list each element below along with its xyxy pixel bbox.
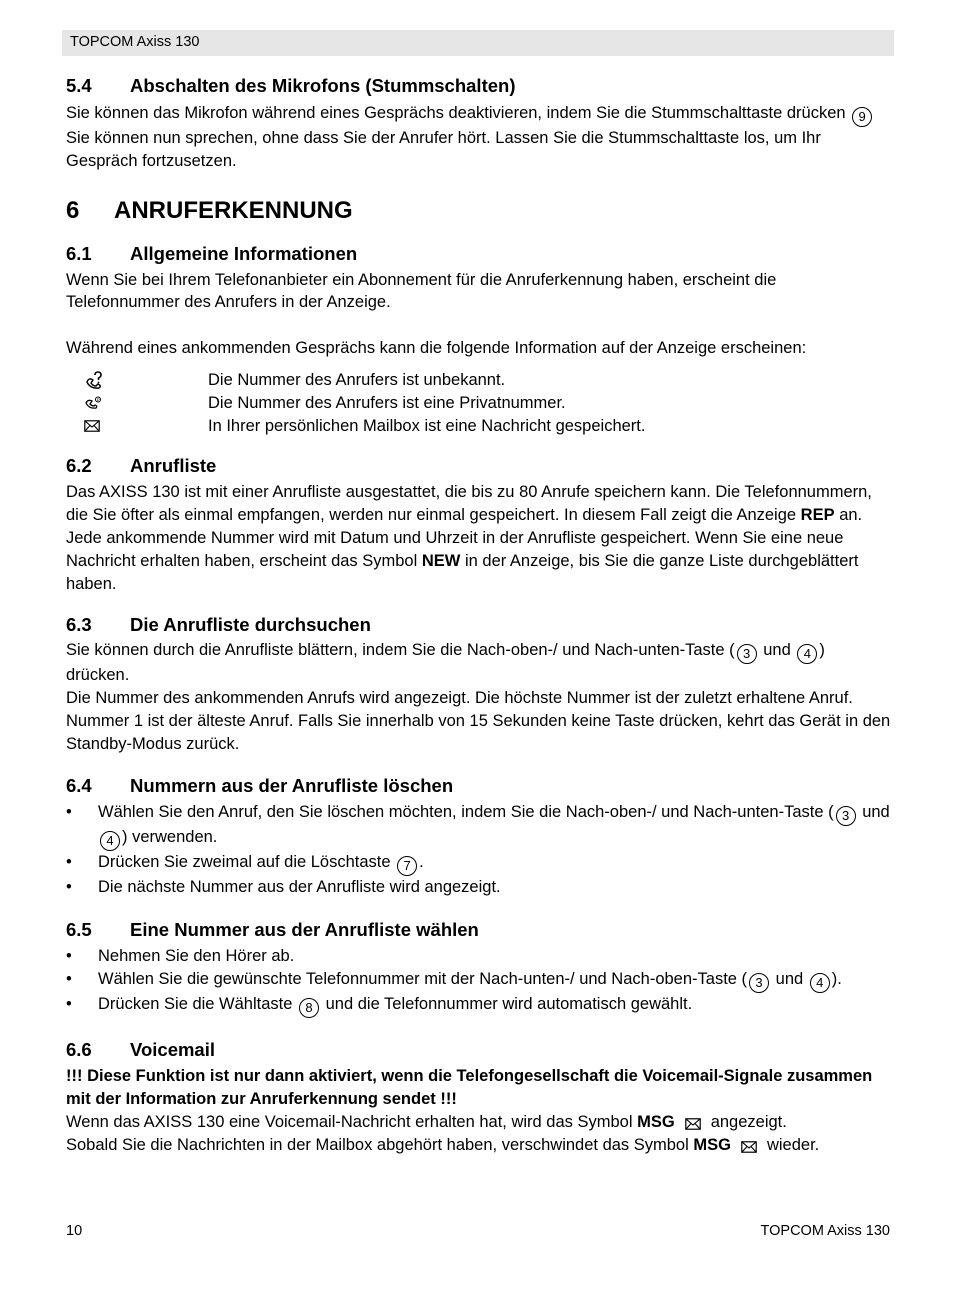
section-6-3-heading: 6.3 Die Anrufliste durchsuchen	[66, 614, 371, 636]
section-6-4-heading: 6.4 Nummern aus der Anrufliste löschen	[66, 774, 454, 796]
list-item: • Wählen Sie die gewünschte Telefonnummer mit der Nach-unten-/ und Nach-oben-Taste ( 3 und 4 ).	[66, 968, 892, 993]
section-5-4-heading: 5.4 Abschalten des Mikrofons (Stummschalten)	[66, 75, 516, 96]
section-6-1-heading: 6.1 Allgemeine Informationen	[66, 242, 358, 264]
key-icon-7: 7	[397, 856, 417, 876]
symbol-row	[66, 415, 892, 438]
mail-envelope-icon	[685, 1118, 701, 1130]
section-5-4-text: Sie können das Mikrofon während eines Gesprächs deaktivieren, indem Sie die Stummschalttaste drücken 9 Sie können nun sprechen, ohne dass Sie der Anrufer hört. Lassen Sie die Stummschalttaste los, um Ihr Gespräch fortzusetzen.	[66, 102, 892, 173]
key-icon-9: 9	[852, 107, 872, 127]
key-icon-3: 3	[737, 644, 757, 664]
key-icon-3: 3	[836, 806, 856, 826]
running-header	[62, 30, 894, 56]
section-6-2-text: Das AXISS 130 ist mit einer Anrufliste ausgestattet, die bis zu 80 Anrufe speichern kann. Die Telefonnummern, die Sie öfter als einmal empfangen, werden nur einmal gespeichert. In diesem Fall zeigt die Anzeige REP an. Jede ankommende Nummer wird mit Datum und Uhrzeit in der Anrufliste gespeichert. Wenn Sie eine neue Nachricht erhalten haben, erscheint das Symbol NEW in der Anzeige, bis Sie die ganze Liste durchgeblättert haben.	[66, 483, 872, 593]
section-6-4-list	[66, 801, 892, 899]
section-6-3-text-2: Die Nummer des ankommenden Anrufs wird angezeigt. Die höchste Nummer ist der zuletzt erhaltene Anruf. Nummer 1 ist der älteste Anruf. Falls Sie innerhalb von 15 Sekunden keine Taste drücken, kehrt das Gerät in den Standby-Modus zurück.	[66, 689, 891, 753]
list-item: • Wählen Sie den Anruf, den Sie löschen möchten, indem Sie die Nach-oben-/ und Nach-unten-Taste ( 3 und 4 ) verwenden.	[66, 801, 892, 851]
section-6-6-heading: 6.6 Voicemail	[66, 1039, 216, 1061]
symbol-list	[66, 369, 892, 437]
page-number: 10	[66, 1223, 83, 1239]
key-icon-3: 3	[749, 973, 769, 993]
voicemail-warning: !!! Diese Funktion ist nur dann aktiviert, wenn die Telefongesellschaft die Voicemail-Signale zusammen mit der Information zur Anruferkennung sendet !!!	[66, 1067, 873, 1108]
mail-envelope-icon	[84, 420, 100, 432]
section-6-5-heading: 6.5 Eine Nummer aus der Anrufliste wählen	[66, 919, 479, 941]
private-number-icon	[84, 396, 102, 410]
unknown-caller-icon	[84, 371, 104, 389]
symbol-desc: In Ihrer persönlichen Mailbox ist eine Nachricht gespeichert.	[208, 416, 646, 435]
chapter-6-heading: 6 ANRUFERKENNUNG	[66, 196, 353, 224]
mail-envelope-icon	[741, 1141, 757, 1153]
key-icon-4: 4	[810, 973, 830, 993]
section-6-1-intro: Während eines ankommenden Gesprächs kann die folgende Information auf der Anzeige erscheinen:	[66, 339, 807, 358]
list-item: • Drücken Sie zweimal auf die Löschtaste 7 .	[66, 851, 892, 876]
header-title: TOPCOM Axiss 130	[70, 34, 200, 50]
section-6-6-text: Wenn das AXISS 130 eine Voicemail-Nachricht erhalten hat, wird das Symbol MSG angezeigt. Sobald Sie die Nachrichten in der Mailbox abgehört haben, verschwindet das Symbol MSG wieder.	[66, 1112, 820, 1154]
page-content	[66, 74, 892, 1156]
footer-title: TOPCOM Axiss 130	[760, 1223, 890, 1239]
list-item: • Nehmen Sie den Hörer ab.	[66, 945, 892, 968]
list-item: • Die nächste Nummer aus der Anrufliste wird angezeigt.	[66, 876, 892, 899]
symbol-desc: Die Nummer des Anrufers ist unbekannt.	[208, 370, 506, 389]
section-6-2-heading: 6.2 Anrufliste	[66, 455, 217, 477]
section-6-1-text: Wenn Sie bei Ihrem Telefonanbieter ein Abonnement für die Anruferkennung haben, erscheint die Telefonnummer des Anrufers in der Anzeige.	[66, 270, 777, 312]
symbol-row	[66, 369, 892, 392]
section-6-3-text: Sie können durch die Anrufliste blättern, indem Sie die Nach-oben-/ und Nach-unten-Taste ( 3 und 4 ) drücken.	[66, 641, 825, 685]
symbol-desc: Die Nummer des Anrufers ist eine Privatnummer.	[208, 393, 566, 412]
key-icon-8: 8	[299, 998, 319, 1018]
section-6-5-list	[66, 945, 892, 1018]
symbol-row	[66, 392, 892, 415]
list-item: • Drücken Sie die Wähltaste 8 und die Telefonnummer wird automatisch gewählt.	[66, 993, 892, 1018]
key-icon-4: 4	[100, 831, 120, 851]
key-icon-4: 4	[797, 644, 817, 664]
svg-text:P: P	[96, 397, 100, 403]
